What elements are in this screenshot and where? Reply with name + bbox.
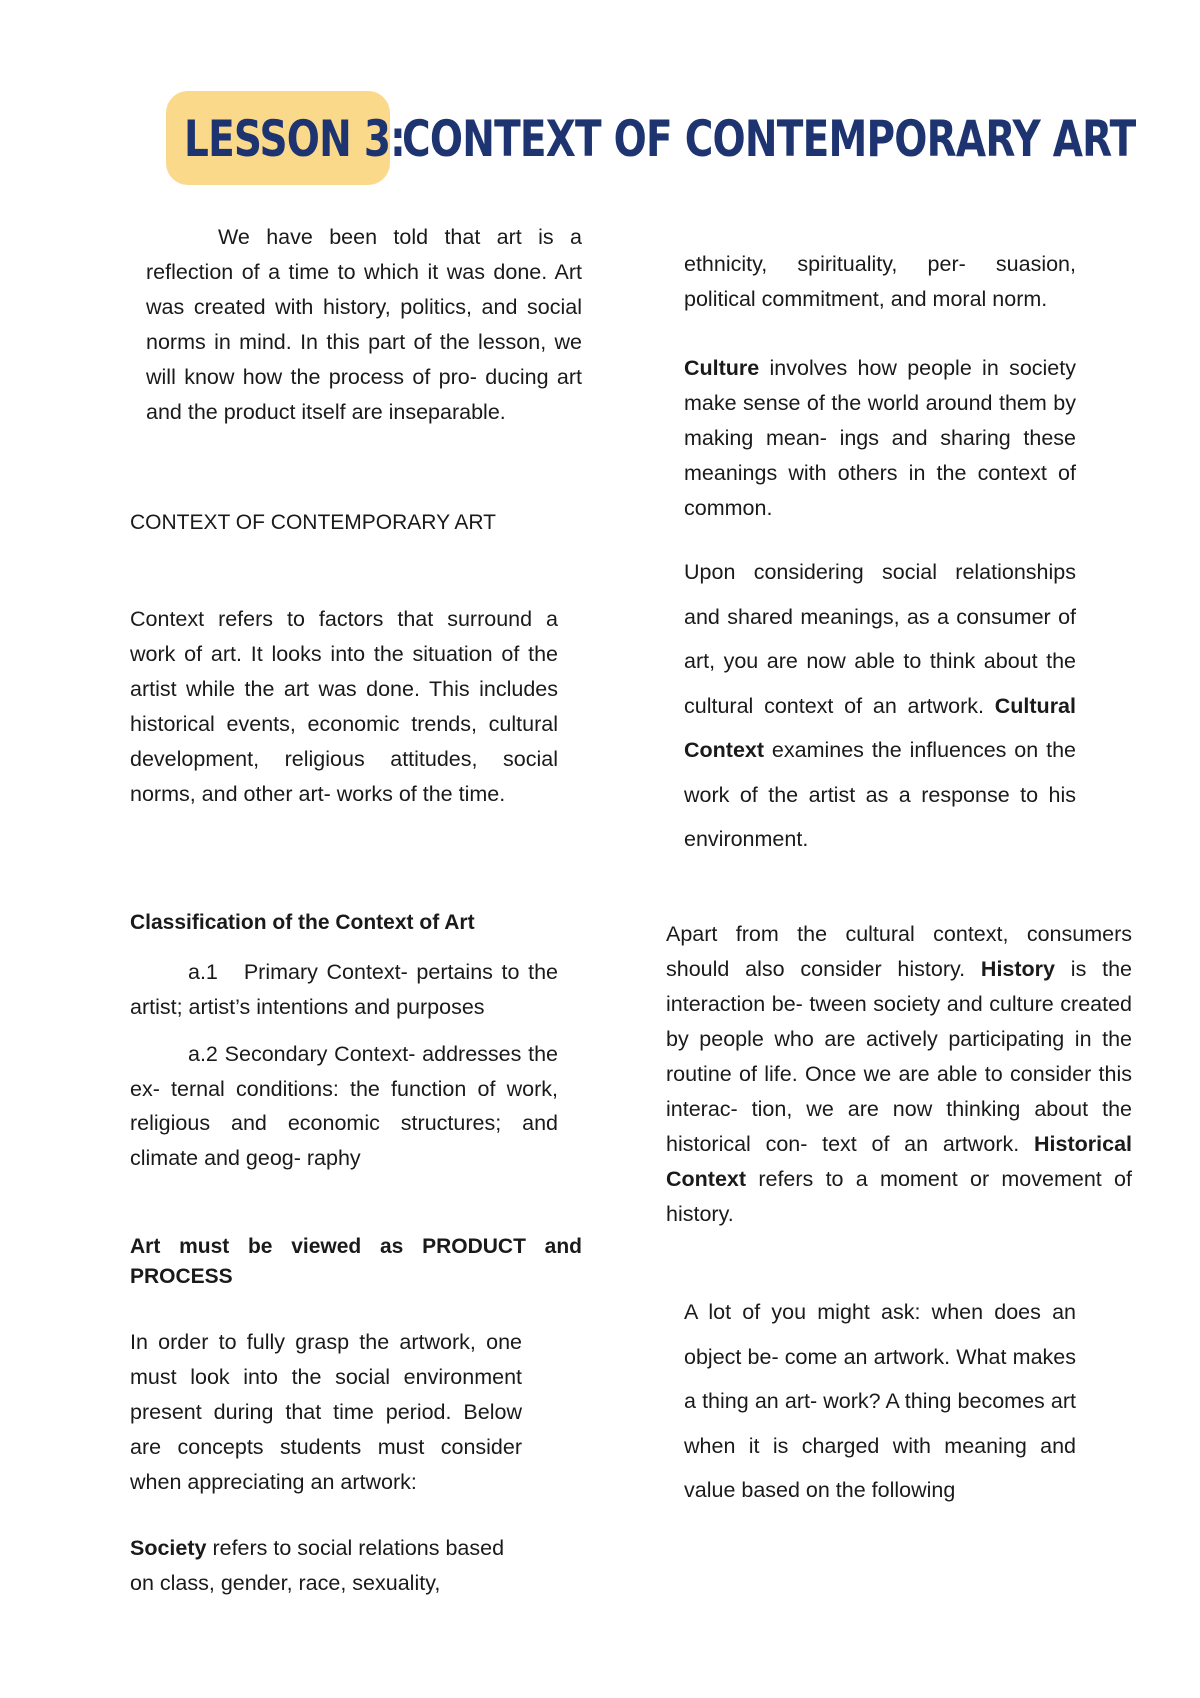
context-paragraph: Context refers to factors that surround a work of art. It looks into the situation of the artist while the art was done. This includes historical events, economic trends, cultural development, religious attitudes, social norms, and other art- works of the time. [130,607,558,806]
cultural-intro-text: Upon considering social relationships and shared meanings, as a consumer of art, you are now able to think about the cultural context of an artwork. [684,560,1076,718]
history-paragraph [666,917,1132,1232]
cultural-context-text: examines the influences on the work of the artist as a response to his environment. [684,738,1076,851]
historical-context-term: Historical Context [666,1132,1132,1191]
society-continued-paragraph: ethnicity, spirituality, per- suasion, political commitment, and moral norm. [684,252,1076,311]
history-text: is the interaction be- tween society and culture created by people who are actively participating in the routine of life. Once we are able to consider this interac- tion, we are now thinking about the historical con- text of an artwork. [666,957,1132,1156]
cultural-context-paragraph [684,550,1076,862]
society-term: Society [130,1536,207,1560]
culture-text: involves how people in society make sense of the world around them by making mean- ings and sharing these meanings with others in the context of common. [684,356,1076,520]
product-process-heading: Art must be viewed as PRODUCT and PROCESS [130,1235,582,1288]
primary-context-text: Primary Context- pertains to the artist; artist’s intentions and purposes [130,960,559,1019]
history-term: History [980,957,1055,981]
artwork-paragraph: A lot of you might ask: when does an object be- come an artwork. What makes a thing an art- work? A thing becomes art when it is charged with meaning and value based on the following [684,1300,1076,1502]
historical-context-text: refers to a moment or movement of history. [666,1167,1132,1226]
society-text: refers to social relations based on class, gender, race, sexuality, [130,1536,505,1595]
culture-term: Culture [684,356,760,380]
history-intro-text: Apart from the cultural context, consumers should also consider history. [666,922,1132,981]
lesson-label: LESSON 3: [184,110,406,168]
secondary-context-label: a.2 [188,1042,218,1066]
page-title: CONTEXT OF CONTEMPORARY ART [402,110,1136,168]
intro-paragraph: We have been told that art is a reflection of a time to which it was done. Art was created with history, politics, and social norms in mind. In this part of the lesson, we will know how the process of pro- ducing art and the product itself are inseparable. [146,225,582,424]
secondary-context-item [130,1037,558,1175]
cultural-context-term: Cultural Context [684,693,1076,762]
secondary-context-text: Secondary Context- addresses the ex- ternal conditions: the function of work, religious and economic structures; and climate and geog- raphy [130,1042,558,1170]
primary-context-label: a.1 [188,960,218,984]
grasp-paragraph: In order to fully grasp the artwork, one must look into the social environment present during that time period. Below are concepts students must consider when appreciating an artwork: [130,1330,522,1494]
society-paragraph [130,1531,522,1601]
section-heading: CONTEXT OF CONTEMPORARY ART [130,511,497,534]
classification-heading: Classification of the Context of Art [130,911,475,934]
culture-paragraph [684,351,1076,526]
primary-context-item [130,955,558,1024]
